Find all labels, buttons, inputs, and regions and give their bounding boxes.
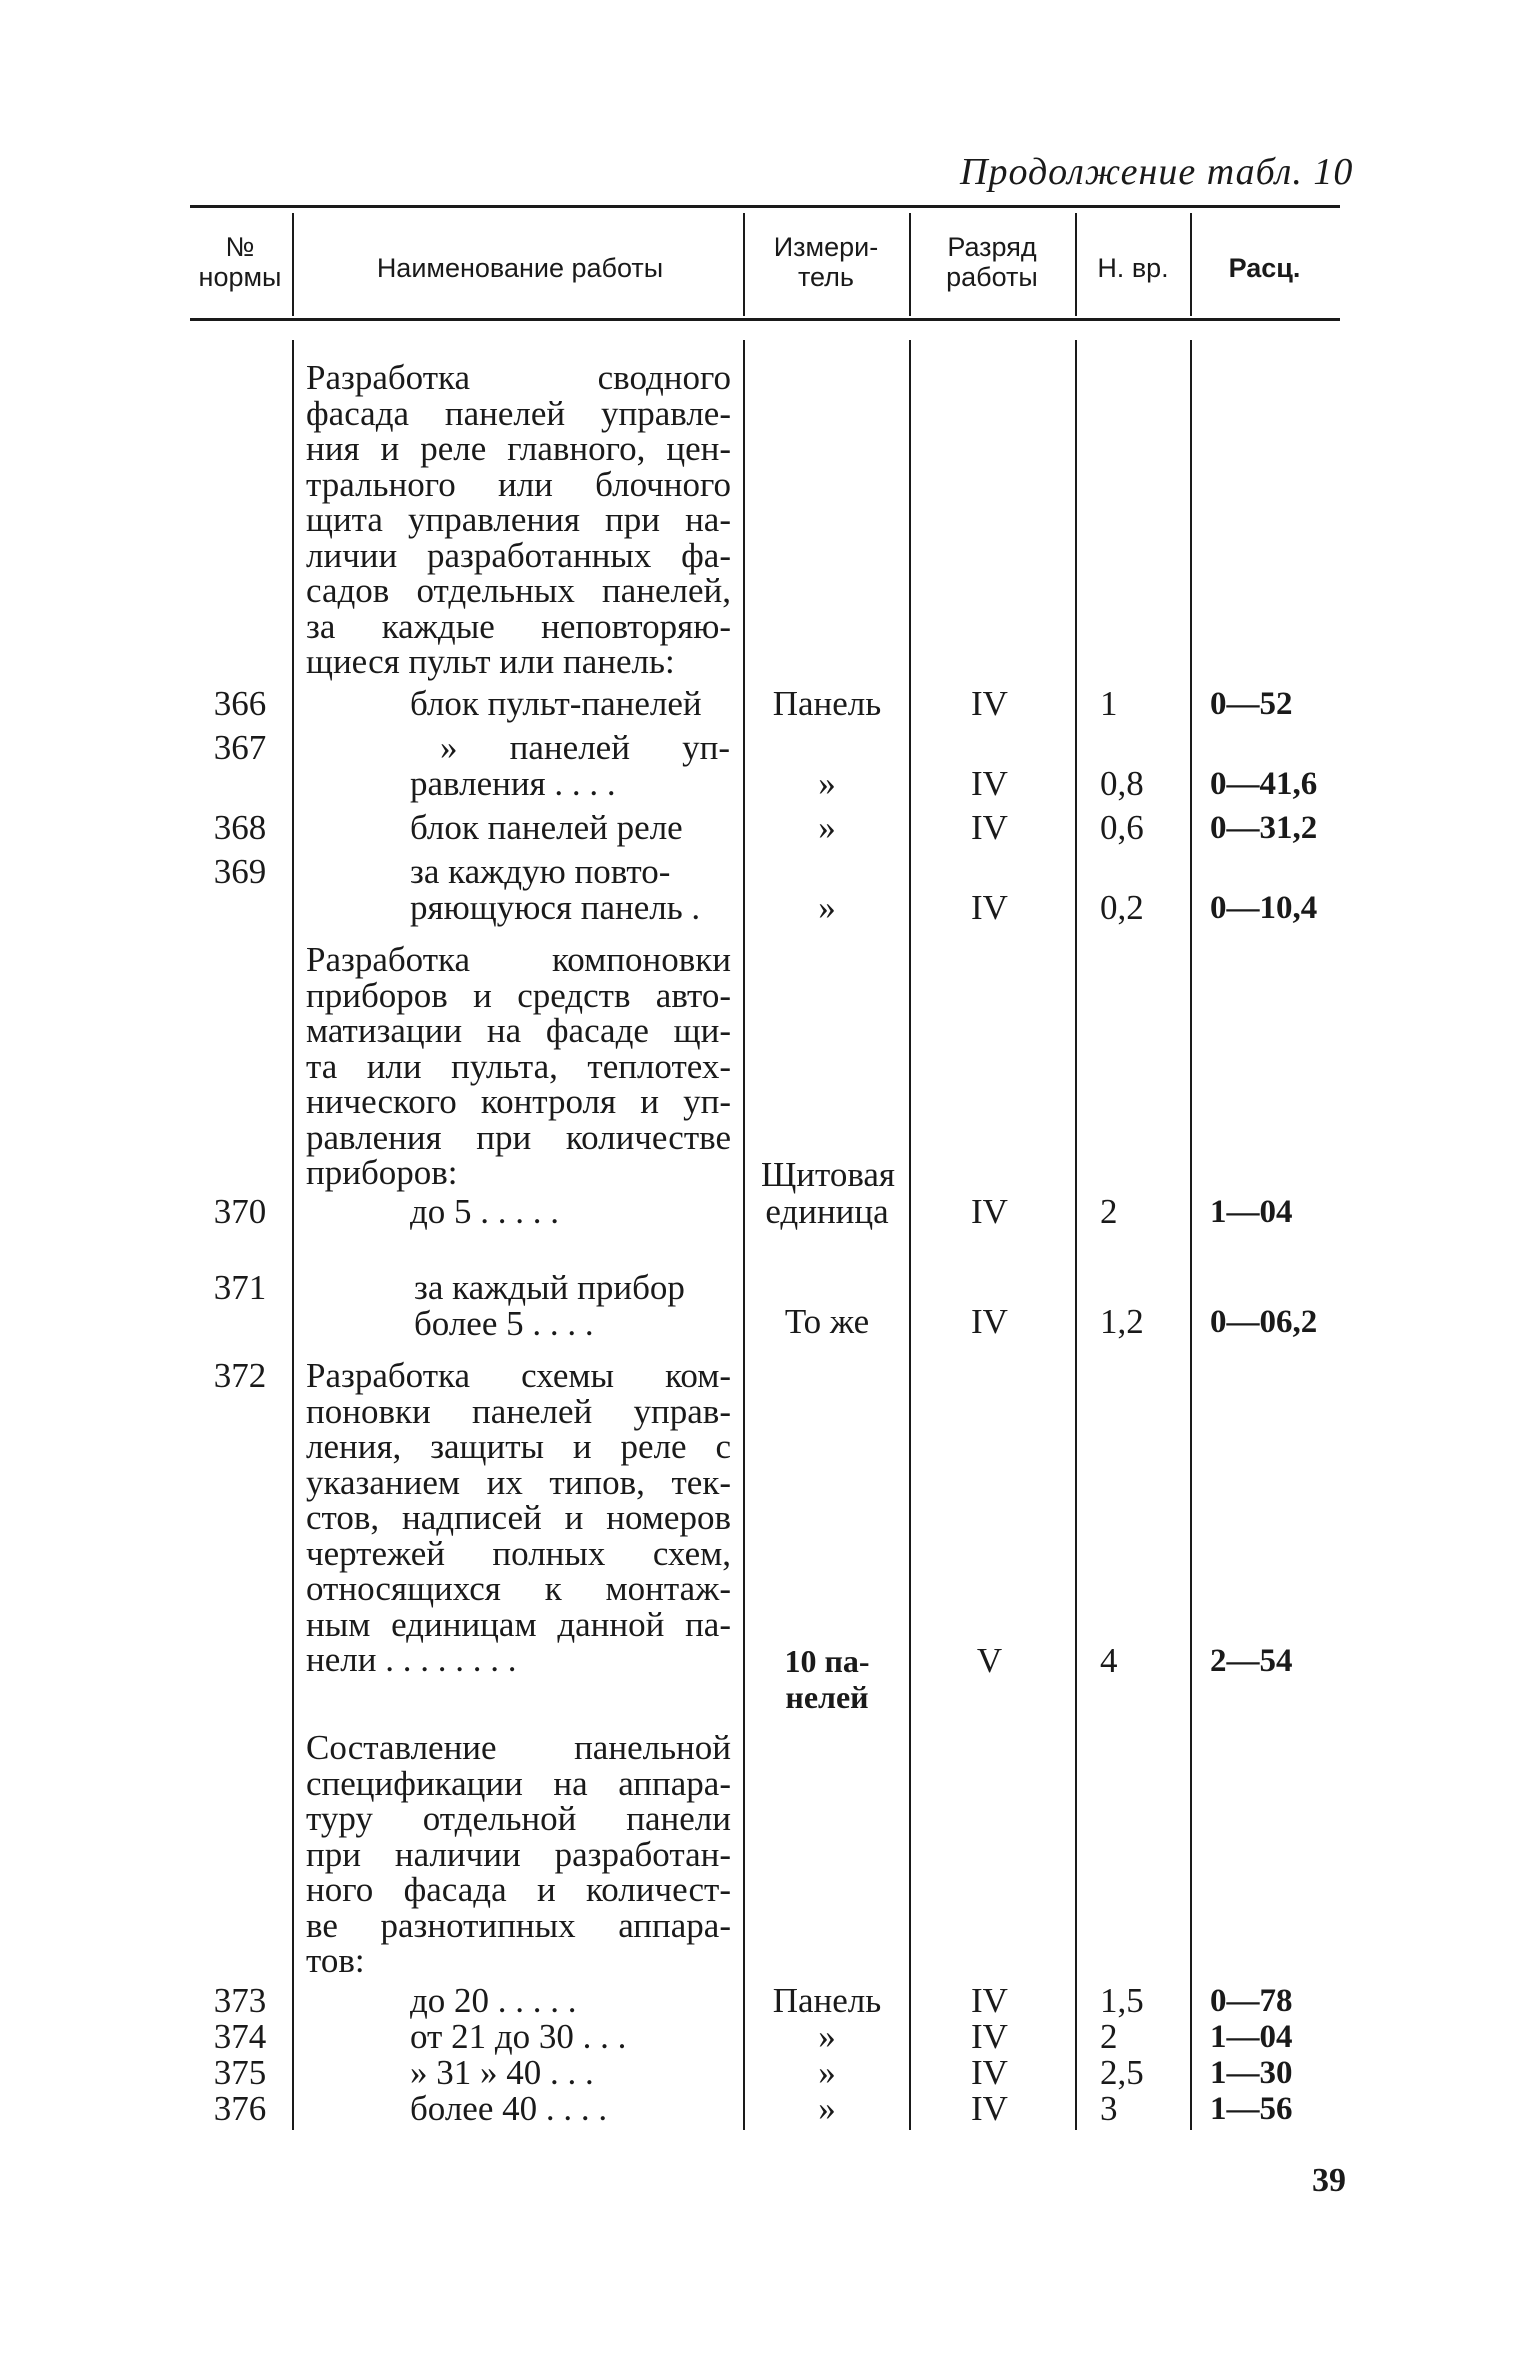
- column-divider: [909, 340, 911, 2130]
- header-norm-number: [190, 232, 290, 292]
- header-norm-number-line1: №: [225, 232, 255, 262]
- header-unit-line2: тель: [797, 262, 854, 292]
- norm-number: 368: [213, 808, 267, 847]
- paragraph-line: Составление панельной: [306, 1728, 731, 1767]
- rate-value: 1—04: [1210, 1194, 1293, 1230]
- header-unit-line1: Измери-: [773, 232, 879, 262]
- unit-value: »: [818, 764, 836, 803]
- grade-value: IV: [971, 1192, 1008, 1231]
- paragraph-line: щиеся пульт или панель:: [306, 642, 675, 681]
- rate-value: 1—56: [1210, 2091, 1293, 2127]
- paragraph-line: относящихся к монтаж-: [306, 1569, 731, 1608]
- norm-number: 374: [213, 2017, 267, 2056]
- rate-value: 0—31,2: [1210, 810, 1318, 846]
- work-name: за каждую повто-: [410, 852, 671, 891]
- norm-time-value: 0,8: [1100, 764, 1144, 803]
- norm-number: 369: [213, 852, 267, 891]
- paragraph-line: за каждые неповторяю-: [306, 606, 731, 646]
- header-norm-number-line2: нормы: [198, 262, 282, 292]
- paragraph-line: Разработка компоновки: [306, 940, 731, 979]
- paragraph-line: туру отдельной панели: [306, 1799, 731, 1838]
- paragraph-line: та или пульта, теплотех-: [306, 1046, 731, 1086]
- norm-number: 372: [213, 1356, 267, 1395]
- paragraph-line: фасада панелей управле-: [306, 393, 731, 433]
- grade-value: IV: [971, 808, 1008, 847]
- rate-value: 0—52: [1210, 686, 1293, 722]
- rate-value: 2—54: [1210, 1643, 1293, 1679]
- paragraph-line: ного фасада и количест-: [306, 1870, 731, 1909]
- norm-number: 367: [213, 728, 267, 767]
- norm-number: 375: [213, 2053, 267, 2092]
- header-grade-line2: работы: [946, 262, 1038, 292]
- paragraph-line: приборов:: [306, 1153, 458, 1192]
- work-name: блок панелей реле: [410, 808, 683, 847]
- grade-value: V: [976, 1641, 1003, 1680]
- work-name: более 40 . . . .: [410, 2089, 608, 2128]
- unit-value: единица: [765, 1192, 889, 1231]
- paragraph-line: нического контроля и уп-: [306, 1082, 731, 1121]
- header-unit: [745, 232, 907, 292]
- work-name: до 5 . . . . .: [410, 1192, 560, 1231]
- header-rate: Расц.: [1228, 253, 1301, 283]
- work-name: от 21 до 30 . . .: [410, 2017, 627, 2056]
- grade-value: IV: [971, 684, 1008, 723]
- paragraph-line: ния и реле главного, цен-: [306, 429, 731, 468]
- work-name: за каждый прибор: [414, 1268, 685, 1307]
- norm-number: 370: [213, 1192, 267, 1231]
- description-paragraph: [306, 942, 731, 1191]
- paragraph-line: равления при количестве: [306, 1117, 731, 1157]
- norm-time-value: 4: [1100, 1641, 1118, 1680]
- norm-time-value: 1: [1100, 684, 1118, 723]
- work-name: до 20 . . . . .: [410, 1981, 577, 2020]
- unit-value: нелей: [785, 1679, 869, 1715]
- grade-value: IV: [971, 2053, 1008, 2092]
- norm-number: 366: [213, 684, 267, 723]
- grade-value: IV: [971, 1981, 1008, 2020]
- norm-number: 373: [213, 1981, 267, 2020]
- unit-value: »: [818, 888, 836, 927]
- unit-value: »: [818, 2017, 836, 2056]
- rate-value: 0—06,2: [1210, 1304, 1318, 1340]
- work-name: » 31 » 40 . . .: [410, 2053, 594, 2092]
- paragraph-line: трального или блочного: [306, 464, 731, 504]
- paragraph-line: тов:: [306, 1941, 365, 1980]
- paragraph-line: поновки панелей управ-: [306, 1391, 731, 1431]
- norm-number: 376: [213, 2089, 267, 2128]
- rate-value: 1—30: [1210, 2055, 1293, 2091]
- rate-value: 1—04: [1210, 2019, 1293, 2055]
- header-norm-time: Н. вр.: [1097, 253, 1169, 283]
- paragraph-line: садов отдельных панелей,: [306, 571, 731, 610]
- column-divider: [743, 340, 745, 2130]
- paragraph-line: при наличии разработан-: [306, 1834, 731, 1874]
- paragraph-line: ным единицам данной па-: [306, 1604, 731, 1644]
- norm-time-value: 0,2: [1100, 888, 1144, 927]
- column-divider: [292, 213, 294, 316]
- norm-time-value: 0,6: [1100, 808, 1144, 847]
- grade-value: IV: [971, 2089, 1008, 2128]
- grade-value: IV: [971, 2017, 1008, 2056]
- table-header-rule: [190, 318, 1340, 321]
- paragraph-line: личии разработанных фа-: [306, 535, 731, 575]
- unit-value: То же: [784, 1302, 870, 1341]
- paragraph-line: ве разнотипных аппара-: [306, 1905, 731, 1945]
- norm-time-value: 1,2: [1100, 1302, 1144, 1341]
- paragraph-line: матизации на фасаде щи-: [306, 1011, 731, 1050]
- norm-time-value: 3: [1100, 2089, 1118, 2128]
- rate-value: 0—10,4: [1210, 890, 1318, 926]
- paragraph-line: Разработка сводного: [306, 358, 731, 397]
- column-divider: [292, 340, 294, 2130]
- work-name: блок пульт-панелей: [410, 684, 702, 723]
- unit-value: »: [818, 2053, 836, 2092]
- rate-value: 0—41,6: [1210, 766, 1318, 802]
- work-name: » панелей уп-: [440, 728, 730, 767]
- paragraph-line: стов, надписей и номеров: [306, 1498, 731, 1537]
- grade-value: IV: [971, 1302, 1008, 1341]
- header-grade-line1: Разряд: [947, 232, 1037, 262]
- paragraph-line: приборов и средств авто-: [306, 975, 731, 1015]
- description-paragraph: [306, 360, 731, 680]
- work-name: более 5 . . . .: [414, 1304, 594, 1343]
- paragraph-line: указанием их типов, тек-: [306, 1462, 731, 1502]
- grade-value: IV: [971, 888, 1008, 927]
- unit-value: »: [818, 2089, 836, 2128]
- description-paragraph: [306, 1358, 731, 1678]
- header-grade: [911, 232, 1073, 292]
- paragraph-line: нели . . . . . . . .: [306, 1640, 517, 1679]
- header-work-name: Наименование работы: [376, 253, 664, 283]
- norm-time-value: 2: [1100, 2017, 1118, 2056]
- work-name: равления . . . .: [410, 764, 616, 803]
- unit-value: »: [818, 808, 836, 847]
- unit-value: Панель: [772, 684, 882, 723]
- table-caption: Продолжение табл. 10: [960, 151, 1354, 193]
- grade-value: IV: [971, 764, 1008, 803]
- norm-time-value: 2: [1100, 1192, 1118, 1231]
- paragraph-line: щита управления при на-: [306, 500, 731, 539]
- paragraph-line: спецификации на аппара-: [306, 1763, 731, 1803]
- description-paragraph: [306, 1730, 731, 1979]
- unit-value: 10 па-: [784, 1643, 870, 1679]
- paragraph-line: чертежей полных схем,: [306, 1533, 731, 1573]
- norm-number: 371: [213, 1268, 267, 1307]
- norm-time-value: 2,5: [1100, 2053, 1144, 2092]
- column-divider: [1190, 340, 1192, 2130]
- page-number: 39: [1312, 2162, 1346, 2199]
- work-name: ряющуюся панель .: [410, 888, 701, 927]
- column-divider: [1075, 340, 1077, 2130]
- paragraph-line: Разработка схемы ком-: [306, 1356, 731, 1395]
- norm-time-value: 1,5: [1100, 1981, 1144, 2020]
- table-top-rule: [190, 205, 1340, 208]
- unit-value: Панель: [772, 1981, 882, 2020]
- rate-value: 0—78: [1210, 1983, 1293, 2019]
- paragraph-line: ления, защиты и реле с: [306, 1427, 731, 1466]
- unit-value: Щитовая: [760, 1155, 896, 1194]
